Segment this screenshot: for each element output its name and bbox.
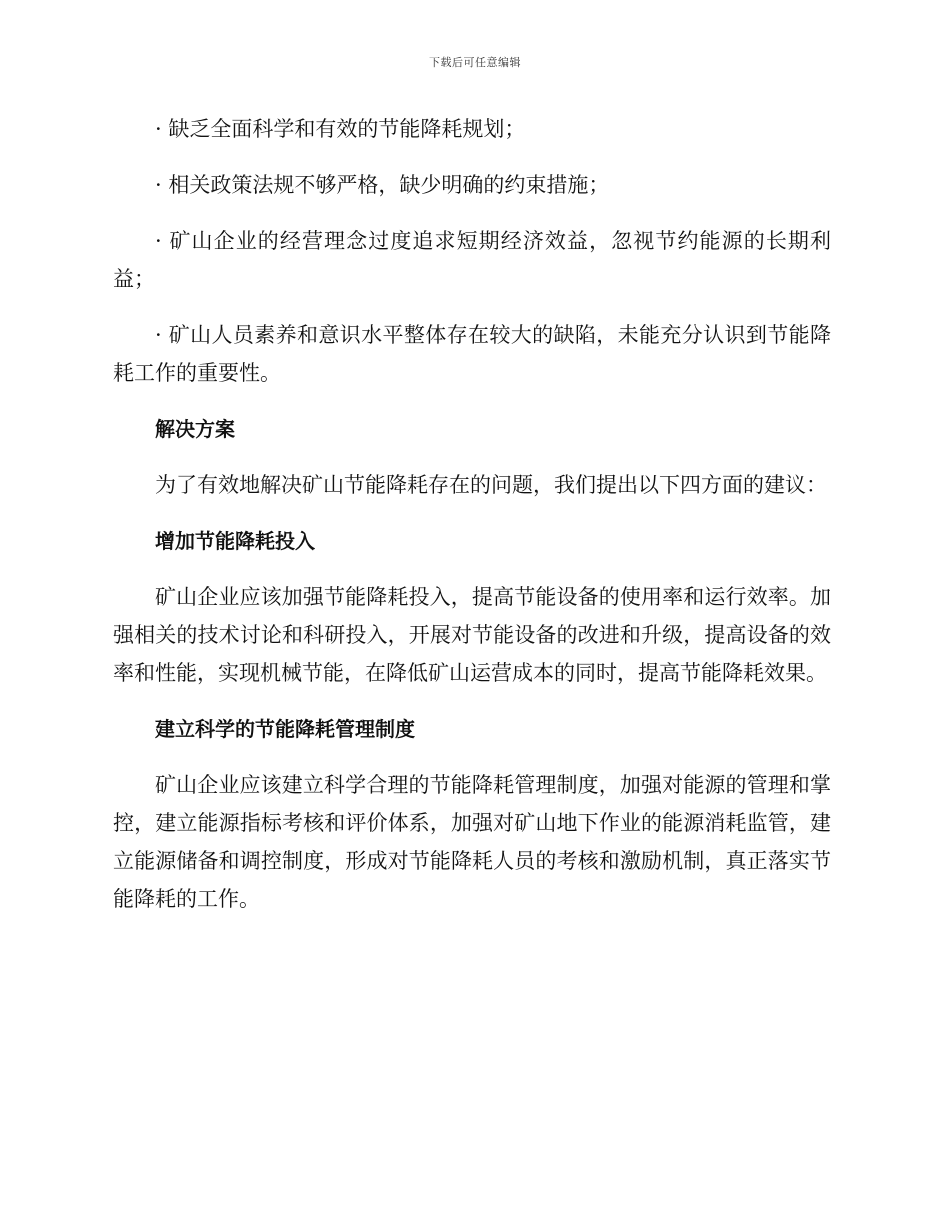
investment-paragraph: 矿山企业应该加强节能降耗投入，提高节能设备的使用率和运行效率。加强相关的技术讨论和科研投入，开展对节能设备的改进和升级，提高设备的效率和性能，实现机械节能，在降低矿山运营成本的同时，提高节能降耗效果。 (113, 585, 831, 685)
bullet-item: · 矿山企业的经营理念过度追求短期经济效益，忽视节约能源的长期利益； (113, 229, 831, 291)
bullet-item: · 缺乏全面科学和有效的节能降耗规划； (155, 117, 526, 141)
page-header: 下载后可任意编辑 (429, 56, 521, 69)
solution-intro-paragraph: 为了有效地解决矿山节能降耗存在的问题，我们提出以下四方面的建议： (155, 473, 827, 497)
section-heading-solution: 解决方案 (155, 417, 235, 441)
document-body (113, 110, 831, 936)
bullet-item: · 矿山人员素养和意识水平整体存在较大的缺陷，未能充分认识到节能降耗工作的重要性。 (113, 323, 831, 385)
bullet-item: · 相关政策法规不够严格，缺少明确的约束措施； (155, 173, 610, 197)
management-paragraph: 矿山企业应该建立科学合理的节能降耗管理制度，加强对能源的管理和掌控，建立能源指标考核和评价体系，加强对矿山地下作业的能源消耗监管，建立能源储备和调控制度，形成对节能降耗人员的考核和激励机制，真正落实节能降耗的工作。 (113, 773, 831, 911)
section-heading-investment: 增加节能降耗投入 (155, 529, 315, 553)
section-heading-management: 建立科学的节能降耗管理制度 (155, 717, 415, 741)
